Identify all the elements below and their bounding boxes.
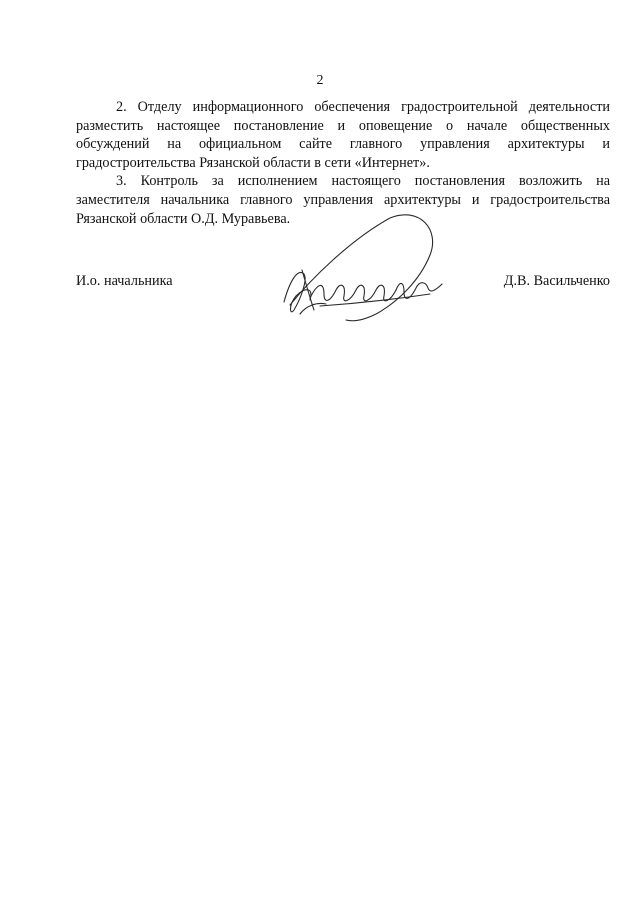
signatory-name: Д.В. Васильченко [503, 273, 610, 289]
page-number: 2 [316, 73, 324, 88]
paragraph-3: 3. Контроль за исполнением настоящего постановления возложить на заместителя начальника главного управления архитектуры и градостроительства Рязанской области О.Д. Муравьева. [76, 173, 610, 227]
document-body [76, 98, 610, 228]
handwritten-signature [280, 210, 445, 335]
signatory-title: И.о. начальника [76, 273, 173, 289]
paragraph-2: 2. Отделу информационного обеспечения градостроительной деятельности разместить настоящее постановление и оповещение о начале общественных обсуждений на официальном сайте главного управления архитектуры и градостроительства Рязанской области в сети «Интернет». [76, 99, 610, 171]
